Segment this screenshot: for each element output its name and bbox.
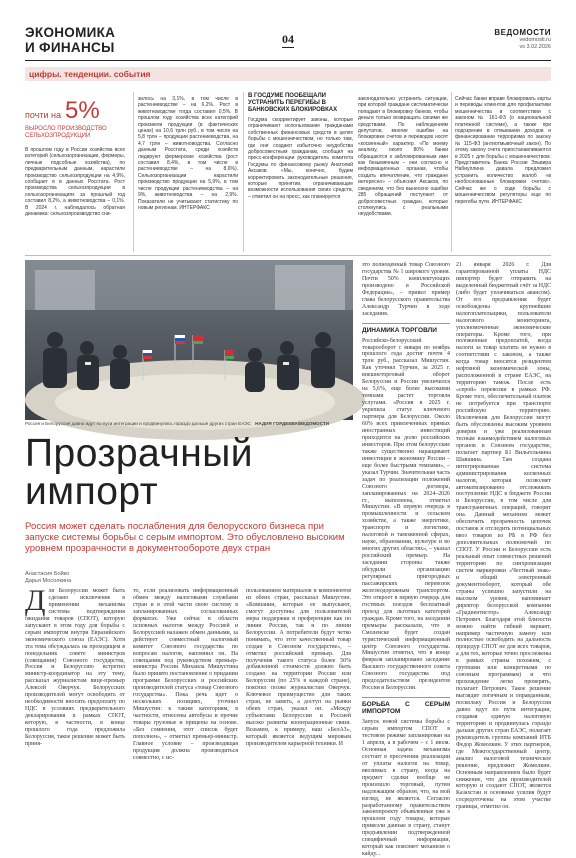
headline-line-2: импорт [25,470,159,513]
news-col-2: зилось на 3,1%, в том числе в растениеводстве – на 6,2%. Рост в животноводстве тогда составил 0,5%. В прошлом году хозяйства всех категорий произвели продукции (в фактических ценах) на 10,6 трлн руб., в том числе на 5,8 трлн – продукции растениеводства, на 4,7 трлн – животноводства. Согласно данным Росстата, среди хозяйств лидируют фермерские хозяйства (рост составил 8,4%, в том числе в растениеводстве – на 8,6%). Сельхозорганизации нарастили производство продукции на 5,9%, в том числе продукции растениеводства – на 9%, животноводства – на 2,9%. Показатели не учитывают статистику по новым регионам. ИНТЕРФАКС [138,96,238,211]
stat-value: 5% [65,97,100,124]
article-col-5: 21 января 2026 г. Для гарантированной уплаты НДС импортер будет отправить на выделенный бюджетный счёт за НДС (либо будет уплачиваться авансом). От его предъявления будет освобождены крупнейшие налогоплательщики, пользователи налогового мониторинга, уполномоченные экономические операторы. Кроме того, при положенные предоплатой, когда налоги за товар платить не нужно в соответствии с законом, а также когда товар вносится резидентом нефтяной экономической зоны, расположенной в стране ЕАЭС, на территорию тамож. После есть «серой» перевозки в рамках РФ. Кроме того, обеспечительный платеж не потребуется при транспорте российскую территорию. Исключения для Белоруссии могут быть обусловлены высоким уровнем доверия и уже реализованным тесным взаимодействием налоговых органов в Союзном государстве, полагает партнер Б1 Вильгельмина Шавшина. Там создана интегрированная система администрирования косвенных налогов, которая позволяет автоматизированно отслеживать поступление НДС в бюджете России и Белоруссии, в том числе для трансграничных операций, говорит она. Данный механизм может обеспечить прозрачность цепочек поставок и отследить потенциальных ввоз товаров из РБ в РФ без дополнительных полномочий по СПОТ. У России и Белоруссии есть реальный опыт совместных решений территорию по синхронизации систем маркировки «Честный знак» и общий электронный документооборот, который обе страны успешно запустили на высоком уровне, напоминает директор белорусской компании «Градиентистор» Александр Петрович. Благодаря этой близости можно найти гибкий вариант, например частичную замену или полностью освободить на дальность процедур СПОТ не для всех товаров, а для тех, которые точно прослежены в рамках страны похожим, с группами или конкретными по союзным программам) и что прохождение легко проверять, полагает Петрович. Такое решение выглядит логичным и оправданным, поскольку Россия и Белоруссия давно идут по пути интеграции, создавая единую налоговую территорию и продвинулась гораздо дальше других стран ЕАЭС, полагает руководитель группы компаний ИТБ Федор Жомолкин. У этих партнеров, где Межгосударственный центр, анализ налоговой техническое решение, предложит Жомолкин. Основным направлением было будет снижение, что для производителей которую и создают СПОТ, является Казахстан и основные усилия будут сосредоточены на этом участке границы, отметил он. [456,262,551,811]
tagline: цифры. тенденции. события [25,67,551,81]
section-title-line1: ЭКОНОМИКА [25,25,116,40]
article-col-3: пользованием материалов и компонентов из обеих стран, рассказал Мишустин. «Компании, которые ее выпускают, смогут доступны для пользователей меры поддержки и преференции как по линии России, так и по линии Белоруссии. А потребители будут четко понимать, что этот качественный товар создан в Союзном государстве», – отметил российский премьер. Для получения такого статуса более 50% добавленной стоимости должно быть создано на территории России или Белоруссии (по 25% в каждой стране), пояснил позже журналистам Оверчук. Ключевое преимущество для таких стран, не заметь, а доступ на рынки обеих стран, указал он. «Между субъектами Белоруссии и Россией высоко развиты кооперационные связи. Возьмем, к примеру, наш «БелАЗ», который является ведущим мировым производителем карьерной техники. И [246,588,351,747]
page-number: 04 [282,32,294,46]
stat-prefix: почти на [25,110,61,120]
article-photo [25,260,353,420]
article-lead: Россия может сделать послабления для белорусского бизнеса при запуске системы борьбы с серым импортом. Это обусловлено высоким уровнем прозрачности в документообороте двух стран [25,521,345,554]
news-bottom-rule [25,255,551,256]
article-headline [25,432,254,513]
meeting-photo-illustration [25,260,353,420]
author-1: Анастасия Бойко [25,571,70,577]
news-divider-2 [243,92,244,252]
brand-logo: ВЕДОМОСТИ [494,28,551,37]
drop-cap: Д [25,584,46,617]
subhead-trade-dynamics: ДИНАМИКА ТОРГОВЛИ [362,323,450,335]
brand-date: vs 3.02.2026 [519,43,551,50]
author-2: Дарья Мосолкина [25,577,72,584]
stat-caption: ВЫРОСЛО ПРОИЗВОДСТВО СЕЛЬХОЗПРОДУКЦИИ [25,126,107,139]
photo-caption [25,421,353,427]
article-col-1-text: ля Белоруссии может быть сделано исключение в применении механизма системы подтверждения ожидания товаров (СПОТ), которую запускают в этом году для борьбы с серым импортом внутри Евразийского экономического союза (ЕАЭС). Хотя эта тема обсуждалась на проходящем в понедельник совете министров (совещании) Союзного государства, Россия и Белоруссию встретил министр-координатор на эту тему, рассказал журналистам вице-премьер Алексей Оверчук. Белорусских производителей могут освободить от необходимости вносить предоплату по НДС в условиях предварительного декларирования в рамках СПОТ, которую, в частности, в конце прошлого года предложила Белоруссия, такое решение может быть приня- [25,588,125,747]
news-divider-1 [133,92,134,252]
brand-site: vedomosti.ru [519,37,551,43]
news-col-3: Госдума скорректирует законы, которые ограничивают использование гражданами собственных финансовых средств в целях борьбы с мошенничеством, но только там, где они создают избыточно неудобства добросовестным гражданам, сообщил на пресс-конференции руководитель комитета Госдумы по финансовому рынку Анатолий Аксаков. «Мы, конечно, будем корректировать законодательные решения, которые принятии, ограничивающие возможности использования своих средств, – отметил он на пресс, как планируется [248,117,353,200]
news-col-1: В прошлом году в России хозяйства всех категорий (сельхозорганизации, фермеры, личные подсобные хозяйства), по предварительным данным, нарастили производство сельхозпродукции на 4,9%, сообщает в в данных Росстата. Рост производства сельхозпродукции в сельхозорганизациях за прошлый год составил 8,2%, а животноводства – 0,1%. В 2024 г. наблюдалось обратная динамика: сельхозпроизводство сни- [25,147,125,218]
section-title-line2: И ФИНАНСЫ [25,40,115,55]
article-col-4-grey-import: Запуск новой системы борьбы с серым импортом СПОТ в тестовом режиме запланирован на 1 апреля, а в рабочем – с 1 июля. Основная задача механизма состоит в пресечении реализации от уплаты налогов на товар, ввозимых в страну, когда на предмет сделки вообще не произошло торговый, путем надлежащим образом, что, на мой взгляд, не является. Согласно разработанному правительством законопроекту объявленные уже в прошлом году товары, которые привезли данные в страну, станут предъявлении подтвержденной специфичный информации, который как поясняет механизм о кайду... [362,719,450,858]
article-col-4-intro: это полноценный товар Союзного государства № 1 широкого уровня. Почти 50% комплектующих производено в Российской Федерации», – привел пример глава белорусского правительства Александр Турчин в ходе заседания. [362,262,450,317]
section-title [25,25,115,55]
article-authors [25,571,71,584]
photo-credit: НАДИЯ ГОРДЕЕВА/ВЕДОМОСТИ [255,421,330,426]
article-col-2: то, если реализовать информационный обмен между налоговыми службами стран и в этой части свою систему в запланированных согласованных форматах. Уже сейчас в области основных налогов между Россией и Белоруссией налажен обмен данными, за действует совместный налоговый комитет Союзного государства по вопросам налогов, напомнил он. На совещании под руководством премьер-министра России Михаила Мишустина было принято постановление о придании программе Белорусских и российских производителей статуса «товар Союзного государства». Пока речь идет о нескольких позициях, уточнил Мишустин: к таким категориям, в частности, отнесены автобусы и прочие товары грузовые и прицепы на основе. «Без сомнения, этот список будет пополнен», – отметил премьер-министр. Главное условие – производящая продукция должна производиться совместно, с ис- [133,588,238,761]
header-rule [25,60,551,61]
news-col-4: законодательно устранить ситуации, при которой граждане систематически попадают в блокировку банков, чтобы деньги только возвращать своими же средствами. По наблюдениям депутатов, многие ошибки на блокировке счетов и переводов носят «косвенный» характер. «По моему анализу, около 80% банки обращаются к заблокированным ими как безымянным – они согласно и информационных органам, чтобы создать впечатление, что граждане интересно» – объяснил Аксаков, по сведениям, что без вынесено ошибки 285 обращений поступают от добросовестных граждан, которые столкнулись с реальными неудобствами. [358,96,448,218]
article-col-1 [25,584,125,833]
brand-block [494,28,551,50]
photo-caption-text: Россия и Белоруссия давно идут по пути интеграции и продвинулись гораздо дальше других стран ЕАЭС [25,421,251,426]
headline-line-1: Прозрачный [25,432,254,475]
article-col-4 [362,262,450,858]
news-divider-3 [451,92,452,252]
subhead-grey-import: БОРЬБА С СЕРЫМ ИМПОРТОМ [362,697,450,716]
article-col-4-trade: Российско-белорусский товарооборот с января по ноябрь прошлого года достиг почти 4 трлн руб., рассказал Мишустин. Как уточнил Турчин, за 2025 г. внешнеторговый оборот Белоруссии и России увеличился на 5,6%, еще более высокими темпами растет торговля услугами. «Россия в 2025 г. укрепила статус ключевого партнера для Белоруссии. Около 60% всех привлеченных прямых иностранных инвестиций приходится на долю российских инвесторов. При этом белорусские также существенно наращивают инвестиции в экономику России – еще более быстрыми темпами», – указал Турчин. Значительная часть задач по реализации положений Союзного договора, запланированных на 2024–2026 гг., выполнена, отметил Мишустин. «В первую очередь в промышленности и сельском хозяйстве, а также энергетике, транспорте и логистике, налоговой и таможенной сферах, науке, образовании, культуре и во многих других областях», – указал российский премьер. На заседании стороны также обсудили организацию регулярных пригородных пассажирских перевозок железнодорожным транспортом. Это откроет в первую очередь для гостевых поездов бесплатный проезд для льготных категорий граждан. Кроме того, на заседании премьеры рассказали, что в Смоленске будет создан туристический информационный центр Союзного государства. Мишустин отметил, что в конце февраля запланировано заседание Высшего государственного совета Союзного государства под председательством президентов России и Белоруссии. [362,337,450,692]
news-col-5: Сейчас банки вправе блокировать карты и переводы клиентов для профилактики мошенничества в соответствии с законом № 161-ФЗ (о национальной платежной системе), а также при подозрении в отмывании доходов и финансировании терроризма по закону № 115-ФЗ (антиотмывочный закон). По этому закону счета приостанавливаются в 2025 г. для борьбы с мошенничеством. Представитель Банка России Эльвира Набиуллина давала предложил устранить количество жалоб «в необоснованные блокировки счетов». Сейчас же о ходе борьбы с мошенничеством регуляторы еще по перегибы пути. ИНТЕРФАКС [455,96,551,205]
news-headline-blocks: В ГОСДУМЕ ПООБЕЩАЛИ УСТРАНИТЬ ПЕРЕГИБЫ В БАНКОВСКИХ БЛОКИРОВКАХ [248,93,338,113]
stat-block [25,97,125,125]
